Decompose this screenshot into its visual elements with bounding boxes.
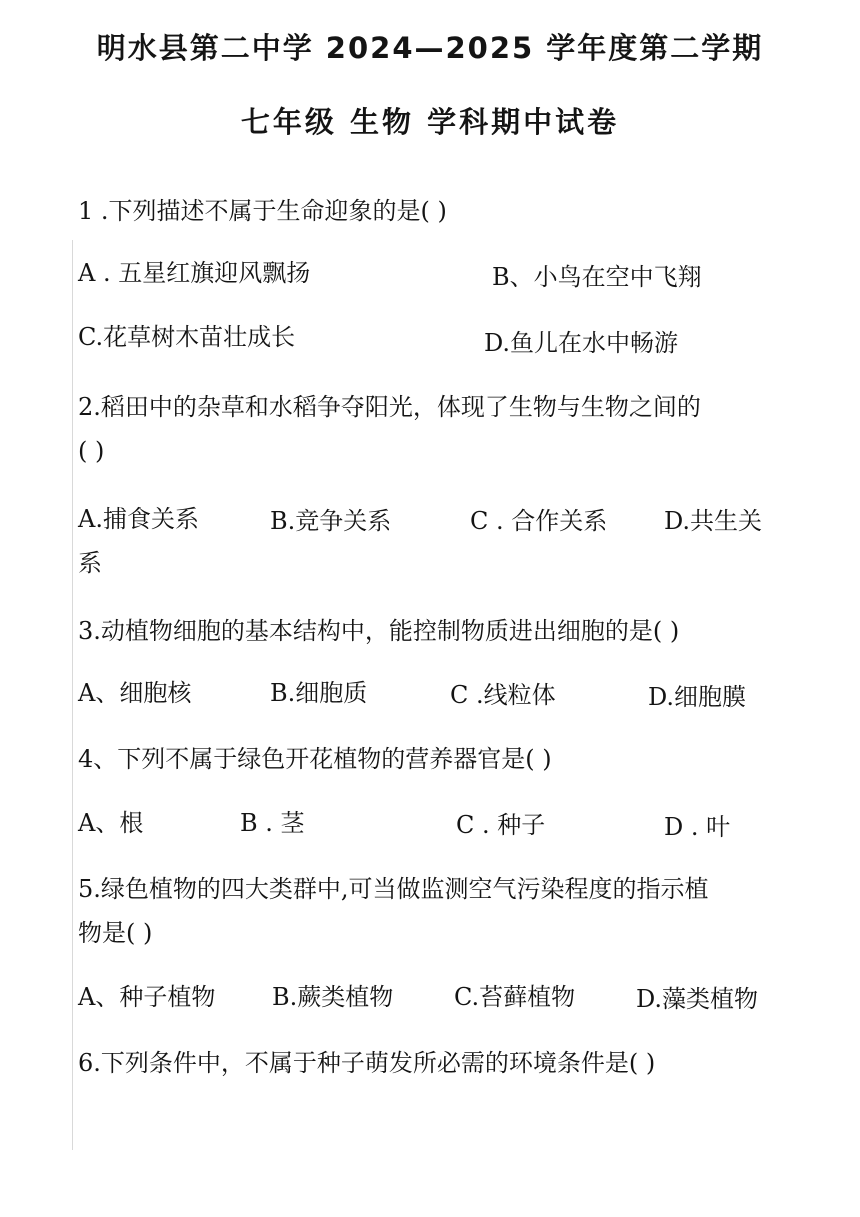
question-4-option-d: D . 叶 (664, 813, 731, 841)
question-1-option-a: A . 五星红旗迎风飘扬 (78, 259, 311, 287)
question-2-option-a: A.捕食关系 (78, 505, 199, 533)
question-2-option-c: C . 合作关系 (470, 507, 608, 535)
question-5-stem-line1: 5.绿色植物的四大类群中,可当做监测空气污染程度的指示植 (78, 875, 709, 903)
question-1-option-c: C.花草树木苗壮成长 (78, 323, 296, 351)
question-5-option-a: A、种子植物 (78, 983, 216, 1011)
question-2-stem-line2: ( ) (78, 437, 105, 465)
exam-title-line2: 七年级 生物 学科期中试卷 (240, 105, 620, 139)
question-3-option-a: A、细胞核 (78, 679, 192, 707)
question-2-option-d: D.共生关 (664, 507, 763, 535)
question-2-stem-line1: 2.稻田中的杂草和水稻争夺阳光，体现了生物与生物之间的 (78, 393, 701, 421)
question-1-option-d: D.鱼儿在水中畅游 (484, 329, 679, 357)
question-4-stem: 4、下列不属于绿色开花植物的营养器官是( ) (78, 745, 552, 773)
question-5-option-c: C.苔藓植物 (454, 983, 576, 1011)
question-3-option-c: C .线粒体 (450, 681, 556, 709)
exam-title-line1: 明水县第二中学 2024—2025 学年度第二学期 (96, 31, 764, 65)
question-4-option-b: B . 茎 (240, 809, 305, 837)
question-5-stem-line2: 物是( ) (78, 919, 153, 947)
question-6-stem: 6.下列条件中，不属于种子萌发所必需的环境条件是( ) (78, 1049, 656, 1077)
question-1-option-b: B、小鸟在空中飞翔 (492, 263, 702, 291)
question-1-stem: 1 .下列描述不属于生命迎象的是( ) (78, 197, 447, 225)
question-4-option-c: C . 种子 (456, 811, 546, 839)
question-5-option-d: D.藻类植物 (636, 985, 759, 1013)
question-2-option-d-wrap: 系 (78, 549, 102, 577)
question-3-option-d: D.细胞膜 (648, 683, 747, 711)
question-3-stem: 3.动植物细胞的基本结构中，能控制物质进出细胞的是( ) (78, 617, 680, 645)
question-2-option-b: B.竞争关系 (270, 507, 392, 535)
question-5-option-b: B.蕨类植物 (272, 983, 394, 1011)
page-margin-line (72, 240, 73, 1150)
question-4-option-a: A、根 (78, 809, 144, 837)
question-3-option-b: B.细胞质 (270, 679, 368, 707)
